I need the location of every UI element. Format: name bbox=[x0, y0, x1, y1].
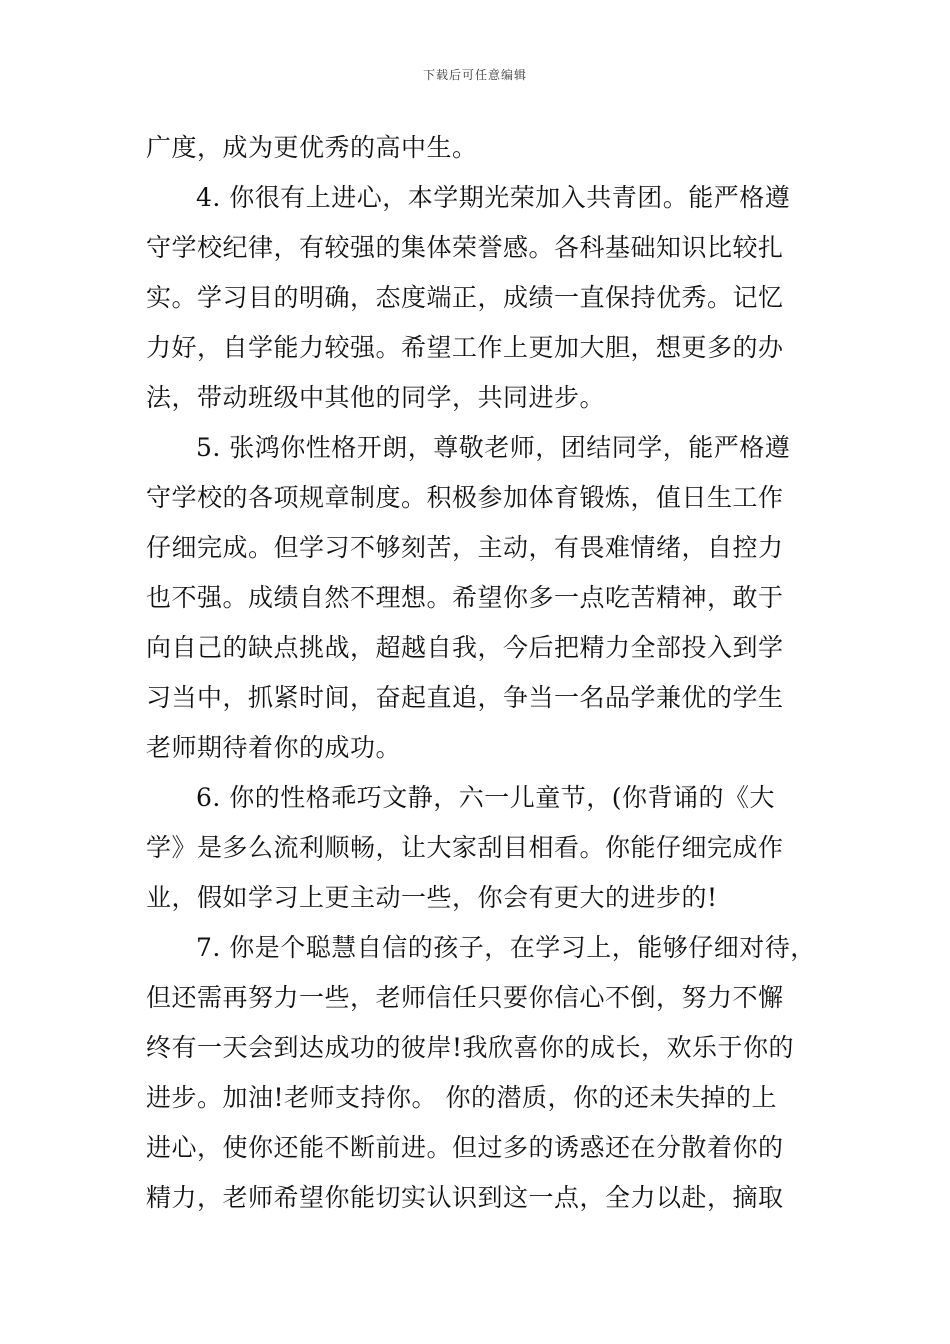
document-page: 下载后可任意编辑 广度，成为更优秀的高中生。 4. 你很有上进心，本学期光荣加入共青团。能严格遵 守学校纪律，有较强的集体荣誉感。各科基础知识比较扎 实。学习目的明确，态度端正，成绩一直保持优秀。记忆 力好，自学能力较强。希望工作上更加大胆，想更多的办 法，带动班级中其他的同学，共同进步。 5. 张鸿你性格开朗，尊敬老师，团结同学，能严格遵 守学校的各项规章制度。积极参加体育锻炼，值日生工作 仔细完成。但学习不够刻苦，主动，有畏难情绪，自控力 也不强。成绩自然不理想。希望你多一点吃苦精神，敢于 向自己的缺点挑战，超越自我，今后把精力全部投入到学 习当中，抓紧时间，奋起直追，争当一名品学兼优的学生 老师期待着你的成功。 6. 你的性格乖巧文静，六一儿童节，(你背诵的《大 学》是多么流利顺畅，让大家刮目相看。你能仔细完成作 业，假如学习上更主动一些，你会有更大的进步的! 7. 你是个聪慧自信的孩子，在学习上，能够仔细对待， 但还需再努力一些，老师信任只要你信心不倒，努力不懈 终有一天会到达成功的彼岸!我欣喜你的成长，欢乐于你的 进步。加油!老师支持你。 你的潜质，你的还未失掉的上 进心，使你还能不断前进。但过多的诱惑还在分散着你的 精力，老师希望你能切实认识到这一点，全力以赴，摘取 bbox=[0, 0, 950, 1344]
page-header: 下载后可任意编辑 bbox=[422, 68, 527, 82]
